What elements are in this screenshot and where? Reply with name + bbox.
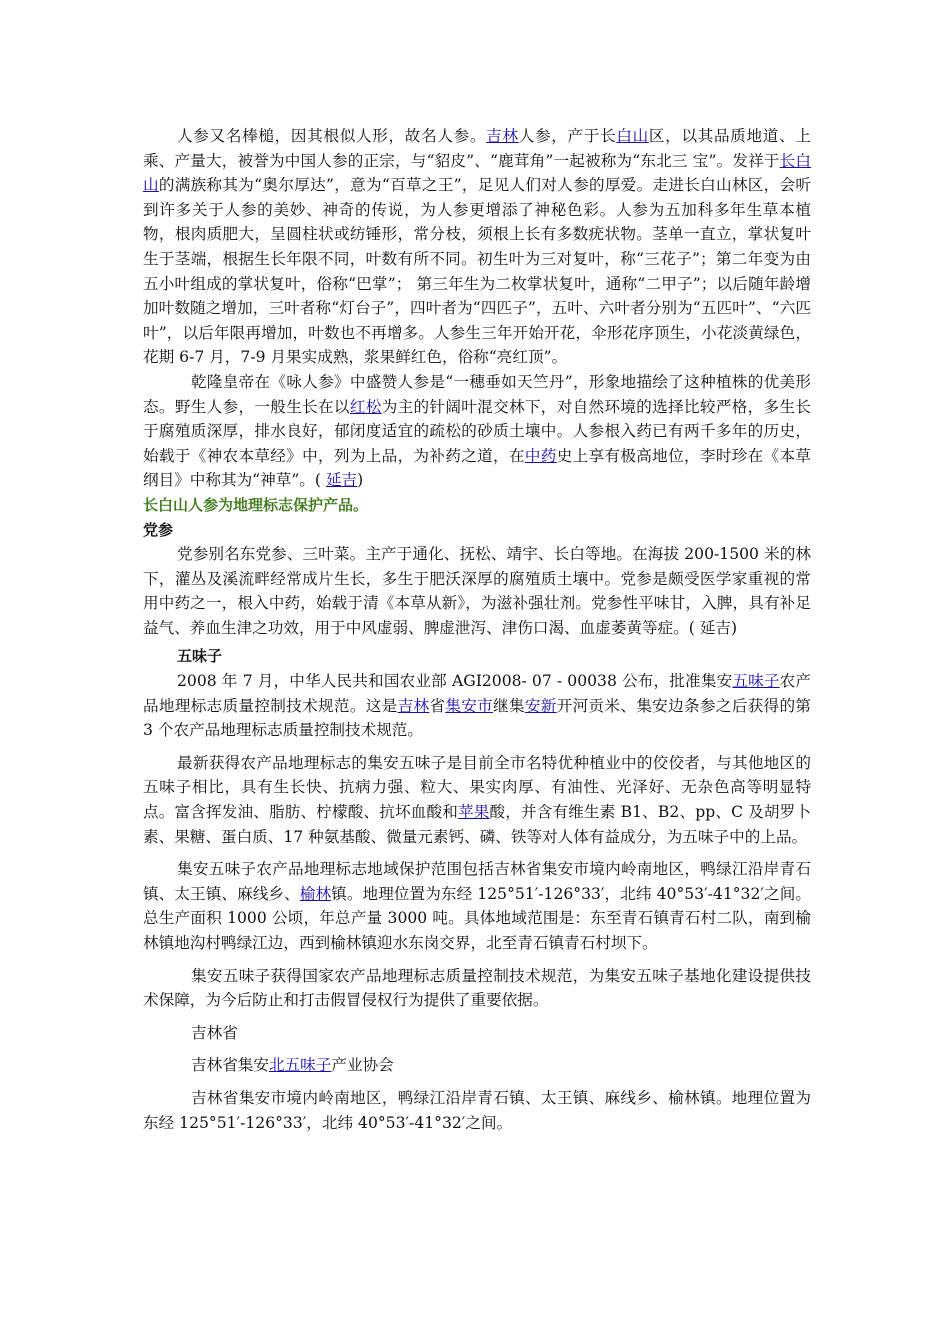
hyperlink[interactable]: 集安市 [445,696,494,715]
hyperlink[interactable]: 北五味子 [268,1056,332,1075]
text-run: 史上享有极高地位，李时珍在《本草纲目》中称其为“神草”。( [143,446,811,490]
text-run: 2008 年 7 月，中华人民共和国农业部 AGI2008- 07 - 00038 公布，批准集安 [177,672,733,691]
wuweizi-paragraph-6 [143,1053,811,1078]
text-run: 党参别名东党参、三叶菜。主产于通化、抚松、靖宇、长白等地。在海拔 200-1500 米的林下，灌丛及溪流畔经常成片生长，多生于肥沃深厚的腐殖质土壤中。党参是颇受医学家重视的常用中药之一，根入中药，始载于清《本草从新》，为滋补强壮剂。党参性平味甘，入脾，具有补足益气、养血生津之功效，用于中风虚弱、脾虚泄泻、津伤口渴、血虚萎黄等症。( 延吉) [143,545,811,637]
hyperlink[interactable]: 安新 [524,696,557,715]
wuweizi-paragraph-2 [143,751,811,849]
text-run: 吉林省集安 [191,1056,269,1075]
text-run: 吉林省 [191,1023,238,1042]
wuweizi-paragraph-4 [143,964,811,1013]
hyperlink[interactable]: 吉林 [397,696,430,715]
text-run: 集安五味子农产品地理标志地域保护范围包括吉林省集安市境内岭南地区，鸭绿江沿岸青石镇、太王镇、麻线乡、 [143,860,811,903]
hyperlink[interactable]: 白山 [616,127,649,145]
text-run: 集安五味子获得国家农产品地理标志质量控制技术规范，为集安五味子基地化建设提供技术保障，为今后防止和打击假冒侵权行为提供了重要依据。 [143,966,811,1010]
text-run: 的满族称其为“奥尔厚达”，意为“百草之王”，足见人们对人参的厚爱。走进长白山林区，会听到许多关于人参的美妙、神奇的传说，为人参更增添了神秘色彩。人参为五加科多年生草本植物，根肉质肥大，呈圆柱状或纺锤形，常分枝，须根上长有多数疣状物。茎单一直立，掌状复叶生于茎端，根据生长年限不同，叶数有所不同。初生叶为三对复叶，称“三花子”；第二年变为由五小叶组成的掌状复叶，俗称“巴掌”； 第三年生为二枚掌状复叶，通称“二甲子”；以后随年龄增加叶数随之增加，三叶者称“灯台子”，四叶者为“四匹子”，五叶、六叶者分别为“五匹叶”、“六匹叶”，以后年限再增加，叶数也不再增多。人参生三年开始开花，伞形花序顶生，小花淡黄绿色，花期 6-7 月，7-9 月果实成熟，浆果鲜红色，俗称“亮红顶”。 [143,176,811,367]
text-run: 人参，产于长 [518,127,617,145]
hyperlink[interactable]: 红松 [349,397,382,416]
text-run: 吉林省集安市境内岭南地区，鸭绿江沿岸青石镇、太王镇、麻线乡、榆林镇。地理位置为东经 125°51′-126°33′，北纬 40°53′-41°32′之间。 [143,1088,811,1132]
hyperlink[interactable]: 延吉 [325,471,358,490]
text-run: 镇。地理位置为东经 125°51′-126°33′，北纬 40°53′-41°32′之间。总生产面积 1000 公顷，年总产量 3000 吨。具体地域范围是：东至青石镇青石村二队，南到榆林镇地沟村鸭绿江边，西到榆林镇迎水东岗交界，北至青石镇青石村坝下。 [143,884,811,952]
text-run: 农产品地理标志质量控制技术规范。这是 [143,672,811,715]
hyperlink[interactable]: 苹果 [458,803,490,822]
wuweizi-paragraph-5 [143,1021,811,1046]
wuweizi-heading: 五味子 [177,647,223,666]
hyperlink[interactable]: 吉林 [486,127,519,145]
text-run: 乾隆皇帝在《咏人参》中盛赞人参是“一穗垂如天竺丹”，形象地描绘了这种植株的优美形态。野生人参，一般生长在以 [143,372,811,416]
ginseng-paragraph-1 [143,124,811,370]
text-run: 省 [429,696,446,715]
text-run: 开河贡米、集安边条参之后获得的第 3 个农产品地理标志质量控制技术规范。 [143,696,811,740]
wuweizi-paragraph-7 [143,1086,811,1135]
text-run: ) [357,471,364,490]
dangshen-paragraph [143,542,811,640]
text-run: 为主的针阔叶混交林下，对自然环境的选择比较严格，多生长于腐殖质深厚，排水良好，郁闭度适宜的疏松的砂质土壤中。人参根入药已有两千多年的历史，始载于《神农本草经》中，列为上品，为补药之道，在 [143,397,811,465]
text-run: 产业协会 [331,1056,394,1075]
text-run: 区，以其品质地道、上乘、产量大，被誉为中国人参的正宗，与“貂皮”、“鹿茸角”一起被称为“东北三 宝”。发祥于 [143,127,811,170]
wuweizi-paragraph-1 [143,669,811,743]
hyperlink[interactable]: 榆林 [299,884,332,903]
text-run: 继集 [493,696,525,715]
hyperlink[interactable]: 五味子 [732,672,780,691]
dangshen-heading: 党参 [143,520,174,539]
wuweizi-paragraph-3 [143,857,811,955]
ginseng-protected-heading: 长白山人参为地理标志保护产品。 [143,495,369,514]
text-run: 酸，并含有维生素 B1、B2、pp、C 及胡罗卜素、果糖、蛋白质、17 种氨基酸、微量元素钙、磷、铁等对人体有益成分，为五味子中的上品。 [143,803,811,846]
ginseng-paragraph-2 [143,370,811,493]
hyperlink[interactable]: 长白山 [143,151,811,195]
text-run: 最新获得农产品地理标志的集安五味子是目前全市名特优种植业中的佼佼者，与其他地区的五味子相比，具有生长快、抗病力强、粒大、果实肉厚、有油性、光泽好、无杂色高等明显特点。富含挥发油、脂肪、柠檬酸、抗坏血酸和 [143,753,811,822]
hyperlink[interactable]: 中药 [524,446,557,465]
document-page [143,124,811,1135]
text-run: 人参又名棒槌，因其根似人形，故名人参。 [177,127,487,145]
